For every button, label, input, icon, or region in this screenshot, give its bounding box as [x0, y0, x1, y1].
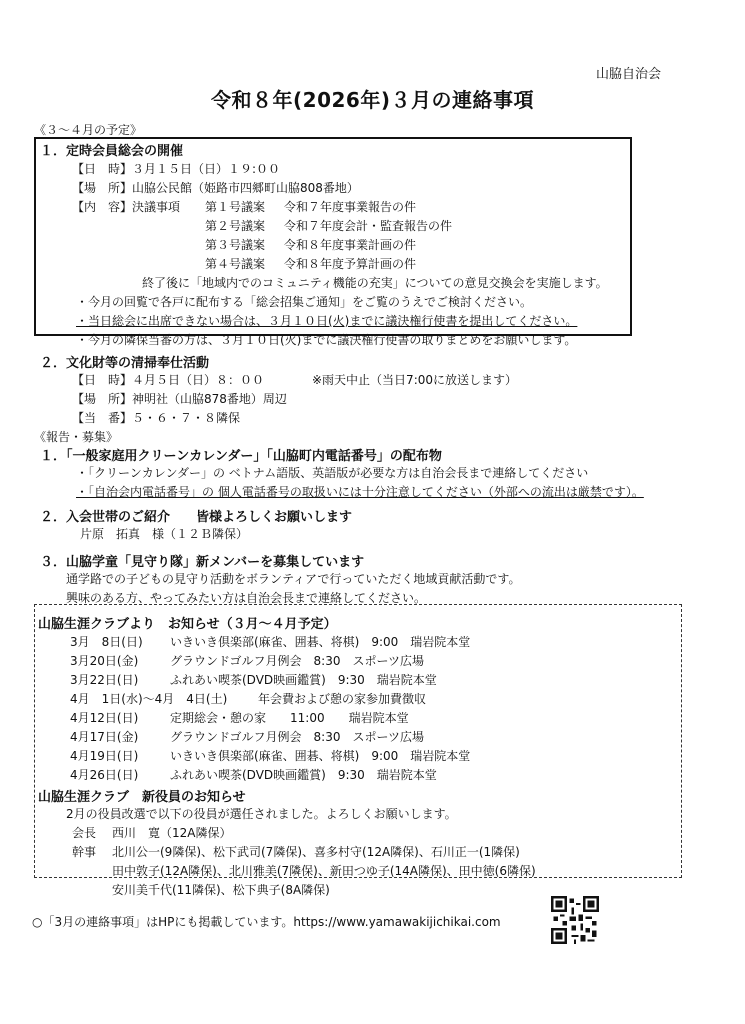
item1-date: 【日 時】３月１５日（日）１９:００ [72, 162, 281, 176]
exec-line: 田中敦子(12A隣保)、北川雅美(7隣保)、新田つゆ子(14A隣保)、田中徳(6隣保) [112, 864, 536, 878]
report3-heading: ３．山脇学童「見守り隊」新メンバーを募集しています [40, 555, 365, 570]
report1-heading: １．「一般家庭用クリーンカレンダー」「山脇町内電話番号」の配布物 [40, 449, 442, 464]
item2-date: 【日 時】４月５日（日）８：００ [72, 373, 265, 387]
club-event-text: 定期総会・憩の家 11:00 瑞岩院本堂 [170, 711, 409, 725]
officers-heading: 山脇生涯クラブ 新役員のお知らせ [38, 790, 246, 805]
agenda-text: 令和７年度事業報告の件 [284, 200, 417, 214]
exec-line: 安川美千代(11隣保)、松下典子(8A隣保) [112, 883, 330, 897]
footer-note: ○「3月の連絡事項」はHPにも掲載しています。https://www.yamawakijichikai.com [32, 915, 501, 929]
club-event-date: 3月20日(金) [70, 654, 139, 668]
exec-line: 北川公一(9隣保)、松下武司(7隣保)、喜多村守(12A隣保)、石川正一(1隣保) [112, 845, 520, 859]
club-event-text: いきいき倶楽部(麻雀、囲碁、将棋) 9:00 瑞岩院本堂 [170, 635, 471, 649]
item2-heading: ２．文化財等の清掃奉仕活動 [40, 356, 210, 371]
club-event-date: 3月 8日(日) [70, 635, 143, 649]
chair-name: 西川 寛（12A隣保） [112, 826, 232, 840]
item2-duty: 【当 番】５・６・７・８隣保 [72, 411, 241, 425]
item1-note: ・今月の回覧で各戸に配布する「総会招集ご通知」をご覧のうえでご検討ください。 [76, 295, 533, 309]
report2-line: 片原 拓真 様（１２Ｂ隣保） [80, 527, 249, 541]
organization-name: 山脇自治会 [596, 67, 662, 82]
chair-label: 会長 [72, 826, 97, 840]
agenda-text: 令和８年度予算計画の件 [284, 257, 417, 271]
club-event-date: 3月22日(日) [70, 673, 139, 687]
club-event-date: 4月26日(日) [70, 768, 139, 782]
report1-line: ・「自治会内電話番号」の 個人電話番号の取扱いには十分注意してください（外部への流出は厳禁です）。 [76, 485, 644, 499]
club-event-text: ふれあい喫茶(DVD映画鑑賞) 9:30 瑞岩院本堂 [170, 673, 437, 687]
item2-place: 【場 所】神明社（山脇878番地）周辺 [72, 392, 287, 406]
item1-after-note: 終了後に「地域内でのコミュニティ機能の充実」についての意見交換会を実施します。 [142, 276, 608, 290]
agenda-no: 第４号議案 [205, 257, 266, 271]
club-event-date: 4月19日(日) [70, 749, 139, 763]
item1-content-label: 【内 容】決議事項 [72, 200, 181, 214]
schedule-section-label: 《３～４月の予定》 [34, 123, 143, 137]
club-event-text: グラウンドゴルフ月例会 8:30 スポーツ広場 [170, 730, 424, 744]
club-event-date: 4月 1日(水)～4月 4日(土) [70, 692, 228, 706]
club-event-date: 4月17日(金) [70, 730, 139, 744]
officers-intro: 2月の役員改選で以下の役員が選任されました。よろしくお願いします。 [66, 807, 457, 821]
exec-label: 幹事 [72, 845, 97, 859]
item1-place: 【場 所】山脇公民館（姫路市四郷町山脇808番地） [72, 181, 359, 195]
item1-note: ・今月の隣保当番の方は、３月１０日(火)までに議決権行使書の取りまとめをお願いします。 [76, 333, 577, 347]
item2-rain-note: ※雨天中止（当日7:00に放送します） [312, 373, 518, 387]
agenda-no: 第２号議案 [205, 219, 266, 233]
agenda-no: 第３号議案 [205, 238, 266, 252]
item1-heading: １．定時会員総会の開催 [40, 144, 184, 159]
club-event-text: いきいき倶楽部(麻雀、囲碁、将棋) 9:00 瑞岩院本堂 [170, 749, 471, 763]
agenda-no: 第１号議案 [205, 200, 266, 214]
report2-heading: ２．入会世帯のご紹介 皆様よろしくお願いします [40, 510, 353, 525]
club-event-text: グラウンドゴルフ月例会 8:30 スポーツ広場 [170, 654, 424, 668]
report1-line: ・「クリーンカレンダー」の ベトナム語版、英語版が必要な方は自治会長まで連絡してください [76, 466, 589, 480]
club-event-text: ふれあい喫茶(DVD映画鑑賞) 9:30 瑞岩院本堂 [170, 768, 437, 782]
club-event-text: 年会費および憩の家参加費徴収 [258, 692, 427, 706]
club-event-date: 4月12日(日) [70, 711, 139, 725]
item1-note: ・当日総会に出席できない場合は、３月１０日(火)までに議決権行使書を提出してください。 [76, 314, 578, 328]
page-title: 令和８年(2026年)３月の連絡事項 [211, 88, 534, 112]
agenda-text: 令和８年度事業計画の件 [284, 238, 417, 252]
agenda-text: 令和７年度会計・監査報告の件 [284, 219, 453, 233]
reports-section-label: 《報告・募集》 [34, 430, 119, 444]
report3-line: 興味のある方、やってみたい方は自治会長まで連絡してください。 [66, 591, 427, 605]
club-heading: 山脇生涯クラブより お知らせ（３月～４月予定） [38, 617, 337, 632]
report3-line: 通学路での子どもの見守り活動をボランティアで行っていただく地域貢献活動です。 [66, 572, 521, 586]
qr-code-icon [551, 896, 599, 944]
